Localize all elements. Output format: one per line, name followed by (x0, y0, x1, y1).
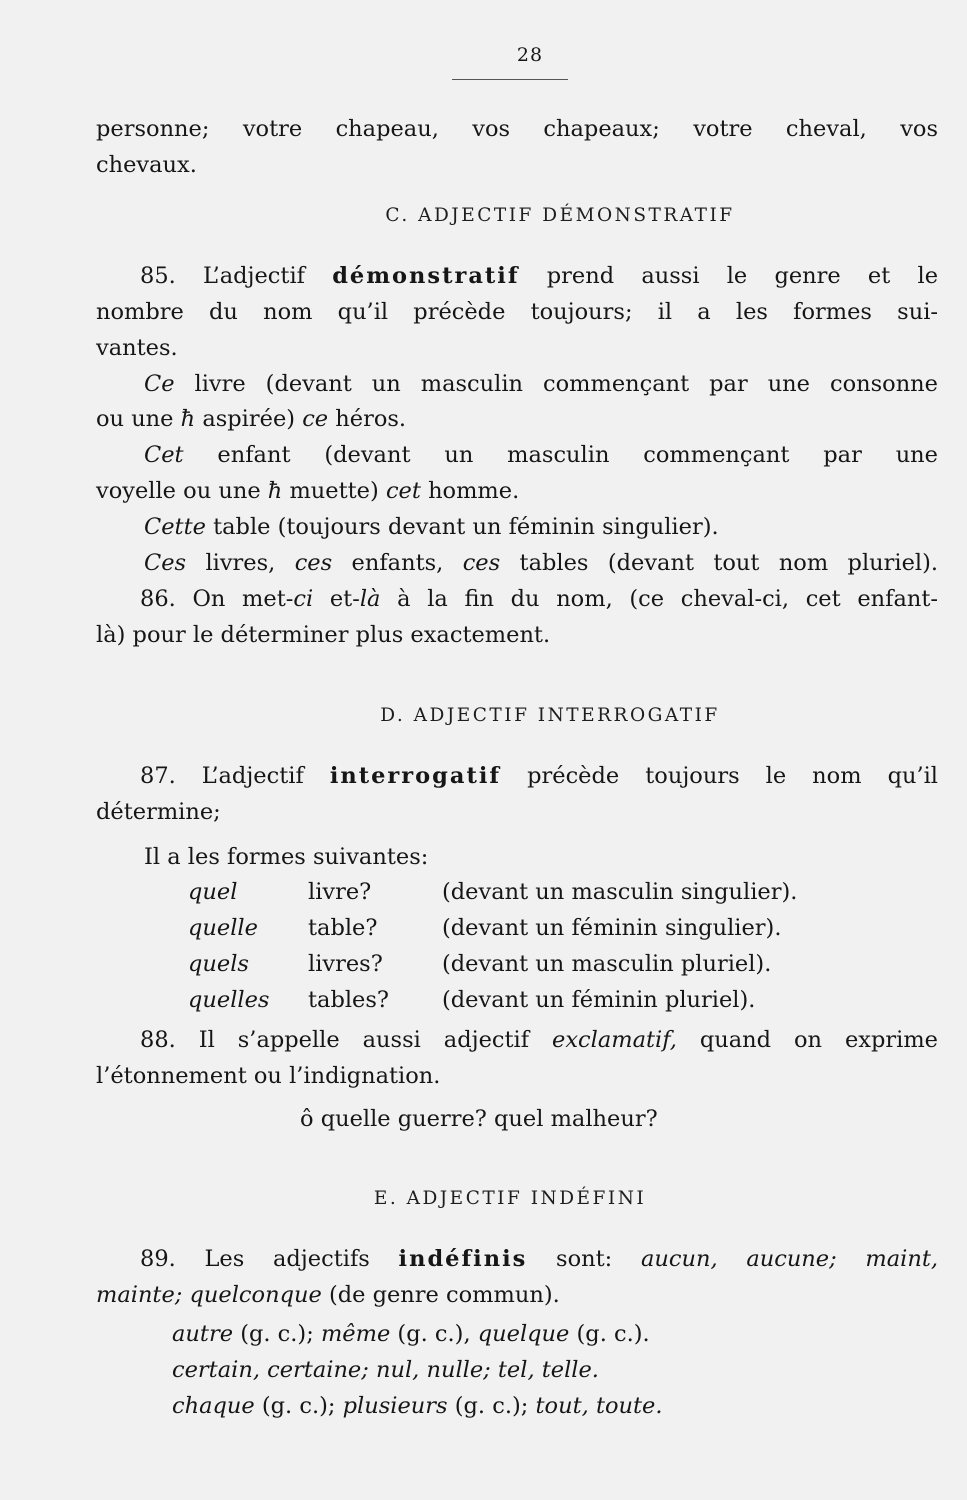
text-span: tables (devant tout nom pluriel). (519, 550, 939, 576)
form-word: quelles (188, 987, 270, 1013)
text-span: sont: (556, 1246, 613, 1272)
text-span: enfant (devant un masculin commençant par une (217, 442, 938, 468)
text-span: 87. L’adjectif (140, 763, 304, 789)
text-span: homme. (428, 478, 520, 504)
text-line: l’étonnement ou l’indignation. (96, 1063, 441, 1089)
bold-term: indéfinis (398, 1246, 528, 1272)
text-span: muette) (289, 478, 379, 504)
text-span: précède toujours le nom qu’il (527, 763, 939, 789)
text-span: voyelle ou une (96, 478, 261, 504)
text-line: personne; votre chapeau, vos chapeaux; votre cheval, vos (96, 116, 938, 142)
text-span: (g. c.); (454, 1393, 529, 1419)
italic-term: même (320, 1321, 391, 1347)
italic-term: autre (172, 1321, 234, 1347)
indefinite-line (172, 1316, 932, 1352)
page-number: 28 (516, 44, 544, 66)
italic-term: ħ (267, 478, 283, 504)
example-cet (144, 437, 938, 473)
bold-term: démonstratif (332, 263, 520, 289)
text-line: Il a les formes suivantes: (144, 844, 429, 870)
italic-term: ci (293, 586, 314, 612)
form-row (188, 946, 888, 982)
text-span: quand on exprime (699, 1027, 938, 1053)
form-row (188, 874, 888, 910)
italic-term: Cette (144, 514, 206, 540)
form-note: (devant un masculin pluriel). (442, 951, 772, 977)
italic-term: tout, toute. (535, 1393, 663, 1419)
text-span: et- (329, 586, 360, 612)
section-heading-c: C. ADJECTIF DÉMONSTRATIF (385, 205, 735, 226)
example-ce (144, 366, 938, 402)
text-span: 88. Il s’appelle aussi adjectif (140, 1027, 530, 1053)
text-span: livre (devant un masculin commençant par une consonne (194, 371, 938, 397)
example-cette (144, 509, 938, 545)
paragraph-85 (140, 258, 938, 294)
form-note: (devant un féminin pluriel). (442, 987, 756, 1013)
text-span: (g. c.), (397, 1321, 471, 1347)
text-span: (g. c.); (240, 1321, 314, 1347)
paragraph-86 (140, 581, 938, 617)
italic-term: quelque (477, 1321, 570, 1347)
paragraph-88 (140, 1022, 938, 1058)
italic-term: chaque (172, 1393, 255, 1419)
text-span: 85. L’adjectif (140, 263, 305, 289)
text-span: enfants, (351, 550, 444, 576)
form-noun: livre? (308, 879, 372, 905)
example-cet-cont (96, 473, 938, 509)
italic-term: Cet (144, 442, 184, 468)
italic-term: exclamatif, (552, 1027, 677, 1053)
form-word: quelle (188, 915, 258, 941)
example-ce-cont (96, 401, 938, 437)
form-noun: tables? (308, 987, 389, 1013)
form-noun: table? (308, 915, 378, 941)
italic-term: là (359, 586, 381, 612)
italic-term: ħ (180, 406, 196, 432)
text-span: livres, (205, 550, 276, 576)
text-span: (g. c.). (576, 1321, 650, 1347)
paragraph-87 (140, 758, 938, 794)
text-span: 86. On met- (140, 586, 294, 612)
form-note: (devant un féminin singulier). (442, 915, 782, 941)
form-row (188, 910, 888, 946)
italic-term: Ce (144, 371, 175, 397)
form-word: quels (188, 951, 249, 977)
text-span: (g. c.); (261, 1393, 336, 1419)
italic-term: cet (385, 478, 421, 504)
example-ces (144, 545, 938, 581)
text-span: à la fin du nom, (ce cheval-ci, cet enfant- (397, 586, 939, 612)
page-number-rule (452, 79, 568, 80)
italic-term: plusieurs (342, 1393, 448, 1419)
text-line: nombre du nom qu’il précède toujours; il a les formes sui- (96, 299, 938, 325)
text-span: table (toujours devant un féminin singulier). (213, 514, 719, 540)
text-span: héros. (335, 406, 407, 432)
italic-term: certain, certaine; nul, nulle; tel, telle. (172, 1357, 599, 1383)
form-noun: livres? (308, 951, 383, 977)
text-line: là) pour le déterminer plus exactement. (96, 622, 551, 648)
text-line: chevaux. (96, 152, 197, 178)
indefinite-line (172, 1352, 932, 1388)
text-span: ou une (96, 406, 174, 432)
text-line: vantes. (96, 335, 178, 361)
italic-term: ces (462, 550, 501, 576)
bold-term: interrogatif (329, 763, 502, 789)
exclamation-example: ô quelle guerre? quel malheur? (300, 1106, 658, 1132)
italic-term: Ces (144, 550, 187, 576)
paragraph-89-cont (96, 1277, 938, 1313)
form-word: quel (188, 879, 238, 905)
text-span: aspirée) (202, 406, 296, 432)
text-span: prend aussi le genre et le (546, 263, 939, 289)
italic-term: aucun, aucune; maint, (640, 1246, 939, 1272)
italic-term: ces (294, 550, 333, 576)
section-heading-e: E. ADJECTIF INDÉFINI (373, 1188, 647, 1209)
section-heading-d: D. ADJECTIF INTERROGATIF (380, 705, 720, 726)
indefinite-line (172, 1388, 932, 1424)
italic-term: ce (302, 406, 329, 432)
form-note: (devant un masculin singulier). (442, 879, 798, 905)
italic-term: mainte; quelconque (96, 1282, 322, 1308)
text-span: 89. Les adjectifs (140, 1246, 370, 1272)
text-span: (de genre commun). (328, 1282, 560, 1308)
form-row (188, 982, 888, 1018)
text-line: détermine; (96, 799, 221, 825)
paragraph-89 (140, 1241, 938, 1277)
